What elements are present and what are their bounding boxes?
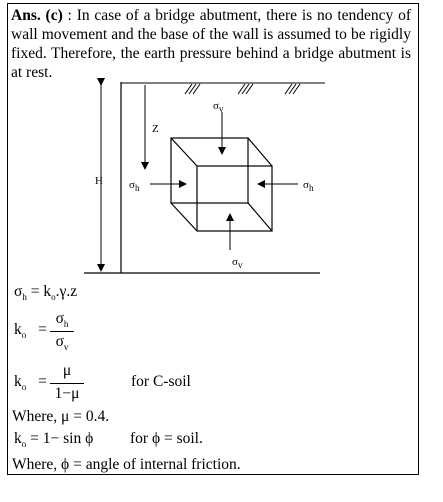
fraction-bar xyxy=(50,331,74,332)
where-mu: Where, μ = 0.4. xyxy=(12,408,110,425)
equation-ko-ratio-lhs: $k_o$ = xyxy=(14,321,47,341)
c-soil-note: for C-soil xyxy=(131,373,191,390)
sigma-v-bottom-label: $\sigma_v$ xyxy=(232,256,243,271)
sigma-h-right-label: $\sigma_h$ xyxy=(303,179,314,194)
where-phi: Where, ϕ = angle of internal friction. xyxy=(12,456,241,473)
fraction-bar xyxy=(50,383,84,384)
equation-sigma-h: $\sigma_h = k_o.\gamma.z$ xyxy=(14,283,78,303)
phi-soil-note: for ϕ = soil. xyxy=(130,430,203,447)
equation-ko-poisson-lhs: $k_o$ = xyxy=(14,373,47,393)
equation-ko-poisson-denominator: 1−μ xyxy=(54,385,80,402)
equation-ko-poisson-numerator: μ xyxy=(62,362,72,379)
H-label: H xyxy=(95,175,103,187)
equation-ko-ratio-denominator: $\sigma_v$ xyxy=(55,333,69,353)
equation-ko-ratio-numerator: $\sigma_h$ xyxy=(55,310,69,330)
answer-text: In case of a bridge abutment, there is no tendency of wall movement and the base of the wall is assumed to be rigidly fixed. Therefore, the earth pressure behind a bridge abutment is at rest. xyxy=(11,7,411,81)
Z-label: Z xyxy=(152,123,159,135)
answer-separator: : xyxy=(62,7,77,24)
answer-label: Ans. (c) xyxy=(11,7,63,24)
sigma-v-top-label: $\sigma_v$ xyxy=(213,100,224,115)
equation-ko-friction: $k_o = 1- \sin \phi$ xyxy=(14,430,94,450)
sigma-h-left-label: $\sigma_h$ xyxy=(129,179,140,194)
ground-hatch xyxy=(185,84,300,94)
